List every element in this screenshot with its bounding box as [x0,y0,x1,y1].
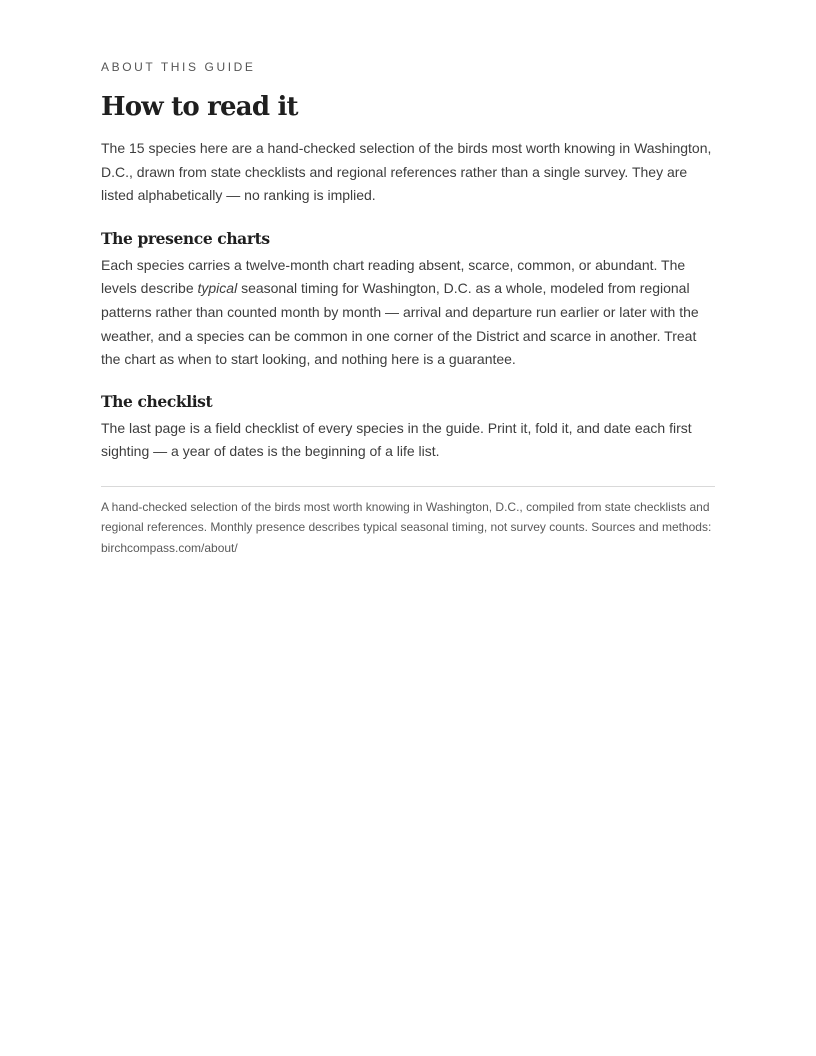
checklist-paragraph: The last page is a field checklist of every species in the guide. Print it, fold it, and date each first sighting — a year of dates is the beginning of a life list. [101,419,692,460]
checklist-heading: The checklist [101,391,213,411]
presence-charts-heading: The presence charts [101,228,270,248]
section-eyebrow: ABOUT THIS GUIDE [101,60,256,74]
footer-note: A hand-checked selection of the birds most worth knowing in Washington, D.C., compiled from state checklists and regional references. Monthly presence describes typical seasonal timing, not survey counts. Sources and methods: birchcompass.com/about/ [101,499,712,555]
about-guide-page [101,58,715,558]
footer-divider [101,486,715,487]
presence-text-before: Each species carries a twelve-month chart reading absent, scarce, common, or abundant. The levels describe [101,256,686,297]
intro-paragraph: The 15 species here are a hand-checked selection of the birds most worth knowing in Washington, D.C., drawn from state checklists and regional references rather than a single survey. They are listed alphabetically — no ranking is implied. [101,140,712,204]
presence-charts-paragraph [101,254,715,372]
page-title: How to read it [101,92,298,122]
presence-text-after: seasonal timing for Washington, D.C. as a whole, modeled from regional patterns rather than counted month by month — arrival and departure run earlier or later with the weather, and a species can be common in one corner of the District and scarce in another. Treat the chart as when to start looking, and nothing here is a guarantee. [101,280,699,368]
presence-emphasis: typical [197,280,238,297]
